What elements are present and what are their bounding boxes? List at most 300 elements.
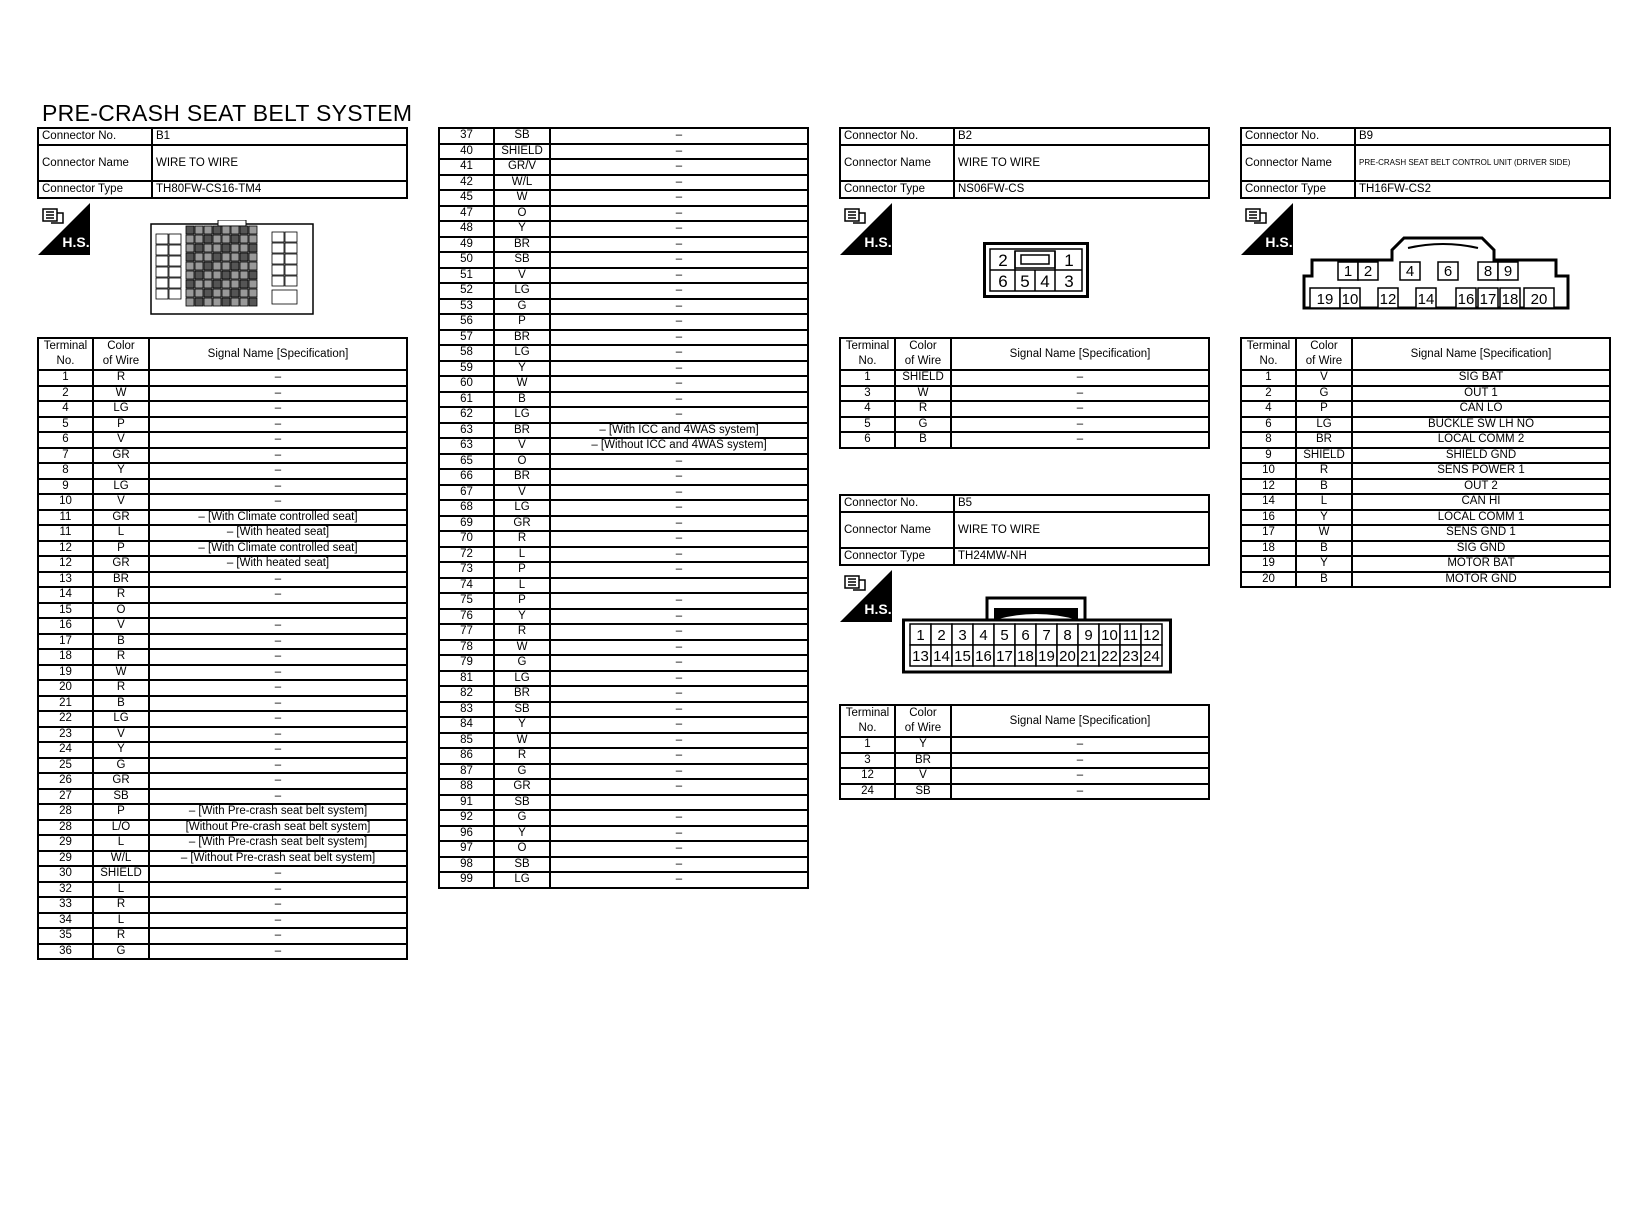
b5-pin-label: 19 — [1038, 648, 1055, 665]
table-row — [439, 221, 808, 237]
b9-pin-label: 4 — [1405, 263, 1415, 280]
table-row — [38, 370, 407, 386]
table-row — [38, 634, 407, 650]
b1-pin-cell — [156, 245, 168, 255]
table-row — [38, 510, 407, 526]
signal-name-cell: – [Without Pre-crash seat belt system] — [149, 851, 407, 867]
terminal-no-cell: 1 — [1241, 370, 1296, 386]
wire-color-cell: L/O — [93, 820, 149, 836]
signal-name-cell: – — [149, 587, 407, 603]
b1-pin-cell — [169, 256, 181, 266]
signal-name-header: Signal Name [Specification] — [951, 338, 1209, 370]
terminal-no-cell: 86 — [439, 748, 494, 764]
terminal-no-cell: 52 — [439, 283, 494, 299]
signal-name-cell: – — [149, 432, 407, 448]
wire-color-cell: GR — [93, 556, 149, 572]
wire-color-cell: Y — [494, 221, 550, 237]
b1-pin-cell — [249, 289, 257, 297]
terminal-no-cell: 74 — [439, 578, 494, 594]
b5-pin-label: 14 — [933, 648, 950, 665]
signal-name-cell: – — [149, 944, 407, 960]
signal-name-cell: – — [550, 469, 808, 485]
table-row — [38, 866, 407, 882]
table-row — [38, 820, 407, 836]
b1-terminal-table — [37, 337, 408, 960]
b1-pin-cell — [186, 262, 194, 270]
table-row — [38, 494, 407, 510]
hs-icon — [840, 203, 892, 255]
b5-pin-label: 3 — [958, 627, 967, 644]
wire-color-cell: W — [494, 190, 550, 206]
b1-pin-cell — [156, 234, 168, 244]
signal-name-cell: OUT 2 — [1352, 479, 1610, 495]
wire-color-cell: R — [93, 370, 149, 386]
wire-color-cell: V — [1296, 370, 1352, 386]
wire-color-cell: R — [494, 531, 550, 547]
signal-name-cell: OUT 1 — [1352, 386, 1610, 402]
b2-info-table — [839, 127, 1210, 199]
b5-pin-label: 16 — [975, 648, 992, 665]
hs-label: H.S. — [864, 601, 892, 617]
b1-pin-cell — [222, 271, 230, 279]
wire-color-cell: LG — [494, 283, 550, 299]
wire-color-cell: GR — [93, 510, 149, 526]
signal-name-cell: SENS GND 1 — [1352, 525, 1610, 541]
b1-pin-cell — [213, 298, 221, 306]
table-row — [1241, 370, 1610, 386]
terminal-no-cell: 24 — [840, 784, 895, 800]
signal-name-cell: – [With heated seat] — [149, 556, 407, 572]
signal-name-cell: – — [149, 928, 407, 944]
signal-name-cell: – — [550, 252, 808, 268]
table-row — [439, 330, 808, 346]
signal-name-cell: – — [149, 401, 407, 417]
table-row — [840, 386, 1209, 402]
wire-color-cell: L — [93, 913, 149, 929]
b1-info-table — [37, 127, 408, 199]
hs-label: H.S. — [864, 234, 892, 250]
signal-name-cell: – — [550, 779, 808, 795]
table-row — [439, 314, 808, 330]
wire-color-cell: W/L — [494, 175, 550, 191]
signal-name-cell: – — [550, 640, 808, 656]
terminal-no-cell: 36 — [38, 944, 93, 960]
b1-pin-cell — [169, 267, 181, 277]
wire-color-cell: V — [494, 438, 550, 454]
signal-name-cell: – — [550, 686, 808, 702]
signal-name-cell: – — [550, 810, 808, 826]
signal-name-cell: – [With Climate controlled seat] — [149, 541, 407, 557]
signal-name-cell: – — [550, 376, 808, 392]
table-row — [439, 175, 808, 191]
connector-no-label: Connector No. — [840, 128, 954, 145]
table-row — [439, 376, 808, 392]
b9-connector-face-diagram — [1300, 232, 1572, 310]
b5-pin-label: 7 — [1042, 627, 1051, 644]
wire-color-cell: GR/V — [494, 159, 550, 175]
signal-name-cell: – — [550, 717, 808, 733]
wire-color-cell: V — [895, 768, 951, 784]
wire-color-cell: B — [1296, 572, 1352, 588]
signal-name-cell: – — [149, 758, 407, 774]
signal-name-header: Signal Name [Specification] — [1352, 338, 1610, 370]
b1-pin-cell — [222, 298, 230, 306]
signal-name-cell: – — [550, 221, 808, 237]
table-row — [439, 144, 808, 160]
b9-info-block — [1240, 127, 1611, 199]
b2-connector-face-diagram — [983, 242, 1089, 298]
b9-pin-label: 10 — [1341, 291, 1359, 308]
b1-pin-cell — [249, 253, 257, 261]
terminal-no-cell: 24 — [38, 742, 93, 758]
signal-name-cell: – — [149, 463, 407, 479]
connector-name-label: Connector Name — [840, 512, 954, 548]
wire-color-cell: SHIELD — [895, 370, 951, 386]
table-row — [840, 370, 1209, 386]
terminal-no-cell: 3 — [840, 386, 895, 402]
b5-pin-grid — [910, 624, 1162, 666]
table-row — [38, 587, 407, 603]
b1-pin-cell — [195, 262, 203, 270]
wire-color-cell: Y — [93, 742, 149, 758]
table-row — [439, 423, 808, 439]
terminal-no-cell: 4 — [38, 401, 93, 417]
terminal-no-cell: 32 — [38, 882, 93, 898]
b1-pin-cell — [186, 253, 194, 261]
table-row — [1241, 386, 1610, 402]
b1-pin-cell — [204, 271, 212, 279]
connector-no-label: Connector No. — [1241, 128, 1355, 145]
b5-info-block — [839, 494, 1210, 566]
b9-pin-label: 20 — [1530, 291, 1548, 308]
b9-connector-name: PRE-CRASH SEAT BELT CONTROL UNIT (DRIVER SIDE) — [1355, 145, 1610, 181]
wire-color-header: Color of Wire — [895, 338, 951, 370]
terminal-no-cell: 57 — [439, 330, 494, 346]
table-row — [1241, 401, 1610, 417]
terminal-no-cell: 8 — [38, 463, 93, 479]
b1-pin-cell — [186, 298, 194, 306]
signal-name-cell: – — [951, 401, 1209, 417]
table-row — [1241, 541, 1610, 557]
b1-pin-cell — [169, 278, 181, 288]
b1-pin-cell — [186, 289, 194, 297]
b1-pin-cell — [272, 276, 284, 286]
terminal-no-cell: 29 — [38, 851, 93, 867]
signal-name-cell: – — [550, 159, 808, 175]
b2-pin-label: 6 — [998, 272, 1008, 291]
terminal-no-cell: 81 — [439, 671, 494, 687]
b1-pin-cell — [272, 254, 284, 264]
b1-pin-cell — [231, 235, 239, 243]
terminal-no-cell: 92 — [439, 810, 494, 826]
wire-color-cell: R — [93, 649, 149, 665]
signal-name-cell: – — [550, 872, 808, 888]
table-row — [439, 748, 808, 764]
hs-label: H.S. — [62, 234, 90, 250]
signal-name-cell: – — [550, 826, 808, 842]
b1-pin-cell — [249, 271, 257, 279]
wire-color-cell: V — [93, 432, 149, 448]
signal-name-cell: – — [550, 128, 808, 144]
wire-color-header: Color of Wire — [1296, 338, 1352, 370]
b2-terminal-table — [839, 337, 1210, 449]
signal-name-cell: – — [550, 733, 808, 749]
b5-pin-label: 20 — [1059, 648, 1076, 665]
table-row — [439, 562, 808, 578]
terminal-no-cell: 5 — [840, 417, 895, 433]
signal-name-cell: – — [149, 696, 407, 712]
terminal-no-cell: 6 — [840, 432, 895, 448]
terminal-no-cell: 29 — [38, 835, 93, 851]
signal-name-cell: MOTOR GND — [1352, 572, 1610, 588]
table-row — [439, 345, 808, 361]
table-row — [439, 547, 808, 563]
table-row — [439, 190, 808, 206]
signal-name-cell — [149, 603, 407, 619]
terminal-no-cell: 14 — [1241, 494, 1296, 510]
signal-name-cell: SIG BAT — [1352, 370, 1610, 386]
b1-cont-terminal-table — [438, 127, 809, 889]
signal-name-cell — [550, 578, 808, 594]
b2-pin-label: 2 — [998, 251, 1008, 270]
wire-color-cell: SB — [494, 702, 550, 718]
signal-name-cell: – — [550, 392, 808, 408]
terminal-no-cell: 1 — [38, 370, 93, 386]
b5-connector-face-diagram — [902, 596, 1172, 674]
b2-info-block — [839, 127, 1210, 199]
wire-color-cell: V — [93, 494, 149, 510]
table-row — [38, 897, 407, 913]
connector-name-label: Connector Name — [840, 145, 954, 181]
table-row — [439, 671, 808, 687]
b5-pin-label: 6 — [1021, 627, 1030, 644]
b5-pin-label: 11 — [1122, 627, 1139, 644]
table-row — [439, 795, 808, 811]
b1-pin-cell — [213, 280, 221, 288]
b1-connector-name: WIRE TO WIRE — [152, 145, 407, 181]
wire-color-cell: P — [494, 314, 550, 330]
b9-pin-label: 6 — [1443, 263, 1453, 280]
b1-pin-cell — [186, 280, 194, 288]
wire-color-cell: Y — [494, 361, 550, 377]
wire-color-cell: Y — [1296, 556, 1352, 572]
signal-name-cell: – — [149, 649, 407, 665]
b1-pin-cell — [204, 253, 212, 261]
table-row — [439, 485, 808, 501]
terminal-no-cell: 50 — [439, 252, 494, 268]
wire-color-cell: O — [93, 603, 149, 619]
b1-pin-cell — [213, 289, 221, 297]
signal-name-header: Signal Name [Specification] — [149, 338, 407, 370]
b1-pin-cell — [186, 226, 194, 234]
terminal-no-cell: 18 — [1241, 541, 1296, 557]
b1-pin-cell — [195, 298, 203, 306]
table-row — [439, 128, 808, 144]
terminal-no-cell: 35 — [38, 928, 93, 944]
b1-pin-cell — [222, 226, 230, 234]
wire-color-cell: G — [494, 810, 550, 826]
b5-pin-label: 1 — [916, 627, 925, 644]
b5-pin-label: 12 — [1143, 627, 1160, 644]
b1-pin-cell — [240, 235, 248, 243]
b1-connector-type: TH80FW-CS16-TM4 — [152, 181, 407, 198]
b1-pin-cell — [195, 226, 203, 234]
terminal-no-cell: 9 — [38, 479, 93, 495]
b1-pin-cell — [231, 271, 239, 279]
table-row — [1241, 510, 1610, 526]
b1-pin-cell — [240, 253, 248, 261]
terminal-no-cell: 51 — [439, 268, 494, 284]
wire-color-cell: BR — [895, 753, 951, 769]
b1-terminal-block — [37, 337, 408, 960]
signal-name-cell: – — [149, 680, 407, 696]
terminal-no-cell: 62 — [439, 407, 494, 423]
b5-pin-label: 13 — [912, 648, 929, 665]
b1-pin-cell — [204, 244, 212, 252]
terminal-no-cell: 5 — [38, 417, 93, 433]
table-row — [38, 882, 407, 898]
table-row — [439, 206, 808, 222]
b1-pin-cell — [186, 244, 194, 252]
signal-name-cell: – — [149, 882, 407, 898]
terminal-no-cell: 96 — [439, 826, 494, 842]
terminal-no-cell: 8 — [1241, 432, 1296, 448]
terminal-no-cell: 4 — [1241, 401, 1296, 417]
signal-name-cell: – — [951, 370, 1209, 386]
b1-pin-cell — [186, 235, 194, 243]
terminal-no-cell: 65 — [439, 454, 494, 470]
signal-name-cell: – — [149, 634, 407, 650]
b5-terminal-block — [839, 704, 1210, 800]
signal-name-cell: – — [550, 361, 808, 377]
table-row — [38, 851, 407, 867]
table-row — [439, 779, 808, 795]
b1-pin-cell — [249, 298, 257, 306]
table-row — [38, 944, 407, 960]
terminal-no-cell: 30 — [38, 866, 93, 882]
table-row — [840, 737, 1209, 753]
wire-color-cell: BR — [93, 572, 149, 588]
table-row — [439, 764, 808, 780]
table-row — [840, 417, 1209, 433]
terminal-no-cell: 97 — [439, 841, 494, 857]
terminal-no-cell: 11 — [38, 510, 93, 526]
terminal-no-cell: 4 — [840, 401, 895, 417]
table-row — [439, 454, 808, 470]
table-row — [439, 640, 808, 656]
b1-pin-cell — [195, 289, 203, 297]
signal-name-cell: – — [550, 702, 808, 718]
wire-color-cell: SB — [494, 795, 550, 811]
b2-pin-label: 1 — [1064, 251, 1074, 270]
table-row — [439, 872, 808, 888]
terminal-no-cell: 12 — [38, 541, 93, 557]
b9-connector-type: TH16FW-CS2 — [1355, 181, 1610, 198]
wire-color-cell: B — [494, 392, 550, 408]
wire-color-cell: SHIELD — [93, 866, 149, 882]
table-row — [1241, 572, 1610, 588]
signal-name-cell: SIG GND — [1352, 541, 1610, 557]
page-title: PRE-CRASH SEAT BELT SYSTEM — [42, 100, 413, 126]
signal-name-cell: LOCAL COMM 2 — [1352, 432, 1610, 448]
signal-name-cell: – — [550, 531, 808, 547]
b1-pin-cell — [249, 262, 257, 270]
table-row — [439, 438, 808, 454]
signal-name-cell: – — [550, 624, 808, 640]
table-row — [439, 841, 808, 857]
wire-color-cell: W — [93, 665, 149, 681]
table-row — [38, 928, 407, 944]
b5-terminal-table — [839, 704, 1210, 800]
b1-pin-cell — [169, 234, 181, 244]
wire-color-cell: W — [93, 386, 149, 402]
terminal-no-cell: 14 — [38, 587, 93, 603]
wire-color-cell: G — [895, 417, 951, 433]
b1-pin-cell — [195, 244, 203, 252]
terminal-no-cell: 10 — [38, 494, 93, 510]
signal-name-cell: – — [550, 206, 808, 222]
b1-pin-cell — [156, 256, 168, 266]
terminal-no-cell: 69 — [439, 516, 494, 532]
wire-color-cell: L — [93, 882, 149, 898]
signal-name-cell: – — [951, 417, 1209, 433]
signal-name-cell: – — [951, 768, 1209, 784]
wire-color-cell: SB — [494, 128, 550, 144]
terminal-no-cell: 58 — [439, 345, 494, 361]
terminal-no-cell: 16 — [38, 618, 93, 634]
b1-pin-cell — [204, 235, 212, 243]
table-row — [439, 361, 808, 377]
terminal-no-cell: 70 — [439, 531, 494, 547]
signal-name-cell: – — [550, 283, 808, 299]
signal-name-cell: – — [149, 773, 407, 789]
signal-name-cell: – — [149, 711, 407, 727]
terminal-no-cell: 18 — [38, 649, 93, 665]
b1-pin-cell — [195, 235, 203, 243]
b1-pin-cell — [156, 289, 168, 299]
signal-name-cell: – [Without ICC and 4WAS system] — [550, 438, 808, 454]
wire-color-cell: R — [1296, 463, 1352, 479]
b5-info-table — [839, 494, 1210, 566]
signal-name-cell: – — [550, 237, 808, 253]
b1-pin-cell — [231, 253, 239, 261]
wire-color-cell: R — [895, 401, 951, 417]
wire-color-cell: O — [494, 454, 550, 470]
terminal-no-cell: 20 — [1241, 572, 1296, 588]
wire-color-cell: LG — [494, 345, 550, 361]
signal-name-cell: – — [951, 753, 1209, 769]
signal-name-cell: – — [149, 370, 407, 386]
table-row — [38, 804, 407, 820]
b1-pin-cell — [272, 232, 284, 242]
b1-pin-cell — [195, 253, 203, 261]
table-row — [1241, 494, 1610, 510]
wire-color-cell: Y — [494, 609, 550, 625]
connector-no-label: Connector No. — [840, 495, 954, 512]
wire-color-cell: LG — [494, 500, 550, 516]
table-row — [840, 432, 1209, 448]
table-row — [439, 857, 808, 873]
signal-name-cell: – — [149, 448, 407, 464]
b1-pin-cell — [222, 235, 230, 243]
b1-pin-cell — [285, 265, 297, 275]
signal-name-cell: – [With Climate controlled seat] — [149, 510, 407, 526]
terminal-no-cell: 28 — [38, 804, 93, 820]
wire-color-cell: O — [494, 206, 550, 222]
table-row — [439, 655, 808, 671]
terminal-no-cell: 85 — [439, 733, 494, 749]
connector-name-label: Connector Name — [1241, 145, 1355, 181]
